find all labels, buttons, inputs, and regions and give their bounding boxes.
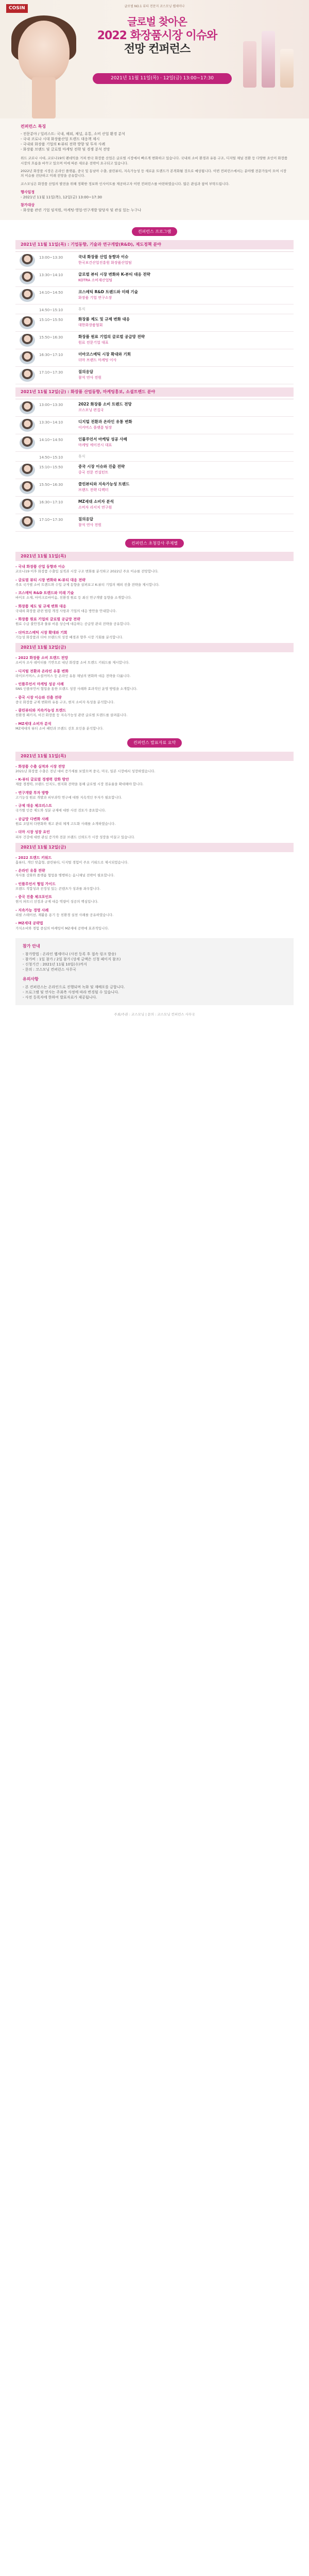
outline-day-label: 2021년 11월 12일(금)	[15, 843, 294, 852]
program-time: 13:30~14:10	[39, 273, 63, 278]
outline-topic: - 온라인 유통 전략	[15, 869, 45, 873]
detail-desc: 중국 화장품 규제 변화와 유통 구조, 현지 소비자 특성을 분석합니다.	[15, 700, 115, 704]
program-section-header	[0, 227, 309, 236]
outline-desc: 홈뷰티, 개인 맞춤형, 클린뷰티, 디지털 경험이 주요 키워드로 제시되었습니다.	[15, 860, 129, 865]
program-day-label: 2021년 11월 12일(금) : 화장품 산업동향, 마케팅홍보, 소셜트렌드 분야	[15, 387, 294, 397]
program-row	[15, 479, 294, 497]
speaker-photo	[20, 419, 35, 432]
notes-heading: 유의사항	[23, 977, 39, 982]
detail-topic: - 화장품 원료 기업의 글로벌 공급망 전략	[15, 617, 80, 622]
program-title: 질의응답	[78, 516, 93, 521]
program-title: 화장품 제도 및 규제 변화 대응	[78, 317, 130, 322]
outline-topic: - 공급망 다변화 사례	[15, 817, 49, 821]
program-row	[15, 252, 294, 269]
detail-topic: - 클린뷰티와 지속가능성 트렌드	[15, 708, 66, 713]
outline-topic: - 2022 트렌드 키워드	[15, 855, 52, 860]
outline-topic: - 연구개발 투자 방향	[15, 790, 49, 795]
program-speaker: 중국 전문 컨설턴트	[78, 470, 109, 474]
intro-point: - 국내외 화장품 기업의 K-뷰티 전략 방향 및 투자 사례	[21, 142, 106, 146]
cosmetics-illustration	[238, 21, 300, 98]
brand-logo: COSIN	[6, 4, 28, 13]
program-title: 글로벌 뷰티 시장 변화와 K-뷰티 대응 전략	[78, 272, 150, 277]
speaker-photo	[20, 351, 35, 364]
program-time: 13:00~13:30	[39, 402, 63, 407]
schedule-line: - 2021년 11월 11일(목), 12일(금) 13:00~17:30	[21, 195, 102, 200]
intro-section	[0, 118, 309, 220]
outline-desc: 고기능성 원료 개발과 피부과학 연구에 대한 지속적인 투자가 필요합니다.	[15, 795, 122, 800]
outline-topic: - 화장품 수출 실적과 시장 전망	[15, 764, 65, 769]
speaker-photo	[20, 499, 35, 512]
outline-day-1	[15, 764, 294, 840]
program-row	[15, 314, 294, 332]
program-time: 16:30~17:10	[39, 500, 63, 504]
schedule-label: 행사일정	[21, 190, 35, 195]
program-time: 16:30~17:10	[39, 353, 63, 358]
outline-topic: - K-뷰티 글로벌 경쟁력 강화 방안	[15, 777, 69, 782]
program-speaker: KOTRA 소비재산업팀	[78, 278, 113, 282]
outline-topic: - 중국 진출 체크포인트	[15, 895, 53, 900]
program-row	[15, 287, 294, 304]
program-section-title: 컨퍼런스 프로그램	[132, 227, 177, 236]
program-title: 2022 화장품 소비 트렌드 전망	[78, 401, 132, 406]
program-title: 인플루언서 마케팅 성공 사례	[78, 436, 127, 442]
outline-desc: 가치소비와 경험 중심의 마케팅이 MZ세대 공략에 효과적입니다.	[15, 926, 109, 930]
outline-desc: 2021년 화장품 수출은 전년 대비 증가세를 보였으며 중국, 미국, 일본 시장에서 성장하였습니다.	[15, 769, 156, 773]
program-break-row	[15, 304, 294, 314]
intro-paragraph: 위드 코로나 시대, 코로나19의 팬데믹을 거쳐 한국 화장품 산업은 글로벌 시장에서 빠르게 변화하고 있습니다. 국내외 소비 환경과 유통 구조, 디지털 채널 전환 등 다양한 요인이 화장품 시장의 흐름을 바꾸고 있으며 이에 따른 새로운 전략이 요구되고 있습니다.	[21, 156, 288, 165]
intro-point: - 화장품 브랜드 및 글로벌 마케팅 전략 및 경쟁 분석 전망	[21, 147, 110, 152]
outline-day-label: 2021년 11월 11일(목)	[15, 752, 294, 761]
detail-topic: - 디지털 전환과 온라인 유통 변화	[15, 669, 68, 673]
detail-topic: - 중국 시장 이슈와 진출 전략	[15, 695, 62, 700]
detail-desc: 라이브커머스, 소셜커머스 등 온라인 유통 채널의 변화와 대응 전략을 다룹니다.	[15, 673, 131, 678]
program-time: 15:50~16:30	[39, 482, 63, 487]
outline-topic: - 인플루언서 협업 가이드	[15, 882, 56, 886]
detail-topic: - 인플루언서 마케팅 성공 사례	[15, 682, 64, 687]
speaker-photo	[20, 334, 35, 347]
info-line: - 신청기간 : 2021년 11월 10일(수)까지	[23, 962, 87, 967]
details-day-label: 2021년 11월 11일(목)	[15, 552, 294, 561]
detail-desc: 기능성 화장품과 더마 브랜드의 성장 배경과 향후 시장 기회를 분석합니다.	[15, 635, 124, 640]
program-time: 15:10~15:50	[39, 465, 63, 469]
outline-desc: 현지 파트너 선정과 규제 대응 역량이 성공의 핵심입니다.	[15, 900, 98, 904]
detail-topic: - 더마코스메틱 시장 확대와 기회	[15, 630, 67, 635]
detail-topic: - 글로벌 뷰티 시장 변화와 K-뷰티 대응 전략	[15, 578, 85, 582]
program-time: 15:10~15:50	[39, 318, 63, 323]
hero-title-line2: 2022 화장품시장 이슈와	[97, 29, 217, 42]
program-speaker: 원료 전문기업 대표	[78, 341, 109, 345]
program-speaker: 코스모닝 편집국	[78, 408, 104, 412]
detail-desc: 주요 국가별 소비 트렌드와 수입 규제 동향을 살펴보고 K-뷰티 기업의 해외 진출 전략을 제시합니다.	[15, 582, 160, 587]
program-title: 질의응답	[78, 369, 93, 375]
intro-points	[21, 131, 288, 152]
program-time: 14:50~15:10	[39, 455, 63, 460]
program-row	[15, 462, 294, 479]
hero-banner	[0, 0, 309, 118]
info-heading: 참가 안내	[23, 943, 40, 948]
program-row	[15, 332, 294, 349]
details-section-header	[0, 539, 309, 548]
note-line: - 프로그램 및 연사는 주최측 사정에 따라 변경될 수 있습니다.	[23, 990, 119, 994]
program-break-label: 휴식	[78, 454, 85, 459]
program-day-2	[0, 387, 309, 532]
outline-topic: - 더마 시장 성장 요인	[15, 830, 50, 835]
detail-desc: 바이오 소재, 마이크로바이옴, 친환경 원료 등 최신 연구개발 동향을 소개합니다.	[15, 596, 132, 600]
speaker-photo	[20, 289, 35, 302]
detail-desc: SNS 인플루언서 협업을 통한 브랜드 성장 사례와 효과적인 운영 방법을 소개합니다.	[15, 687, 138, 691]
detail-desc: 친환경 패키지, 비건 화장품 등 지속가능성 관련 글로벌 트렌드를 살펴봅니다.	[15, 713, 128, 718]
program-speaker: 소비자 리서치 연구원	[78, 505, 112, 510]
details-day-label: 2021년 11월 12일(금)	[15, 643, 294, 652]
program-row	[15, 269, 294, 287]
program-speaker: 브랜드 전략 디렉터	[78, 487, 109, 492]
program-speaker: 한국보건산업진흥원 화장품산업팀	[78, 260, 132, 265]
outline-topic: - MZ세대 공략법	[15, 921, 43, 926]
model-illustration	[5, 21, 82, 118]
speaker-photo	[20, 316, 35, 329]
program-break-label: 휴식	[78, 307, 85, 312]
program-title: 중국 시장 이슈와 진출 전략	[78, 464, 125, 469]
hero-title-line3: 전망 컨퍼런스	[124, 43, 191, 56]
program-title: 클린뷰티와 지속가능성 트렌드	[78, 481, 130, 486]
program-speaker: 화장품 기업 연구소장	[78, 295, 112, 300]
outline-desc: 원료 조달처 다변화와 재고 관리 체계 고도화 사례를 소개하였습니다.	[15, 822, 116, 826]
program-speaker: 마케팅 에이전시 대표	[78, 443, 112, 447]
speaker-photo	[20, 254, 35, 267]
info-line: - 참가비 : 1일 참가 / 2일 참가 (상세 금액은 신청 페이지 참조)	[23, 957, 121, 961]
program-title: 국내 화장품 산업 동향과 이슈	[78, 255, 129, 260]
detail-desc: 코로나19 이후 화장품 수출입 실적과 시장 구조 변화를 분석하고 2022년 주요 이슈를 전망합니다.	[15, 569, 159, 574]
program-speaker: 이커머스 플랫폼 팀장	[78, 425, 112, 430]
outline-desc: 리필 스테이션, 재활용 용기 등 친환경 실천 사례를 공유하였습니다.	[15, 912, 114, 917]
program-break-row	[15, 452, 294, 462]
hero-date-badge: 2021년 11월 11일(목) · 12일(금) 13:00~17:30	[93, 73, 232, 84]
detail-desc: 원료 수급 불안정과 물류 비용 상승에 대응하는 공급망 관리 전략을 공유합니다.	[15, 622, 131, 626]
outline-day-2	[15, 855, 294, 931]
details-day-2	[15, 655, 294, 731]
program-speaker: 참석 연사 전원	[78, 522, 102, 527]
details-day-1	[15, 564, 294, 640]
program-row	[15, 399, 294, 417]
program-time: 14:50~15:10	[39, 308, 63, 313]
speaker-photo	[20, 369, 35, 382]
program-title: 더마코스메틱 시장 확대와 기회	[78, 352, 131, 357]
program-row	[15, 349, 294, 367]
detail-topic: - 화장품 제도 및 규제 변화 대응	[15, 604, 66, 608]
program-speaker: 더마 브랜드 마케팅 이사	[78, 358, 117, 363]
detail-topic: - MZ세대 소비자 분석	[15, 721, 52, 726]
intro-point: - 국내 코로나 시대 화장품산업 트렌드 대응책 제시	[21, 137, 100, 141]
info-line: - 문의 : 코스모닝 컨퍼런스 사무국	[23, 967, 76, 972]
program-time: 13:00~13:30	[39, 256, 63, 260]
program-time: 15:50~16:30	[39, 335, 63, 340]
program-row	[15, 497, 294, 514]
outline-topic: - 규제 대응 체크리스트	[15, 804, 53, 808]
detail-topic: - 2022 화장품 소비 트렌드 전망	[15, 656, 68, 660]
detail-desc: MZ세대의 뷰티 소비 패턴과 브랜드 선호 요인을 분석합니다.	[15, 726, 104, 731]
speaker-photo	[20, 516, 35, 529]
program-title: 코스메틱 R&D 트렌드와 미래 기술	[78, 290, 138, 295]
intro-paragraph: 코스모닝은 화장품 산업의 발전을 위해 정확한 정보와 인사이트를 제공하고자 이번 컨퍼런스를 마련하였습니다. 많은 관심과 참여 부탁드립니다.	[21, 181, 230, 186]
hero-title-line1: 글로벌 찾아온	[127, 15, 187, 28]
speaker-photo	[20, 464, 35, 477]
schedule-line: - 화장품 관련 기업 임직원, 마케팅·영업·연구개발 담당자 및 관심 있는 누구나	[21, 208, 142, 212]
program-row	[15, 434, 294, 452]
outline-desc: 자사몰 강화와 플랫폼 협업을 병행하는 옴니채널 전략이 필요합니다.	[15, 873, 115, 878]
program-time: 14:10~14:50	[39, 291, 63, 295]
program-title: 화장품 원료 기업의 글로벌 공급망 전략	[78, 334, 145, 340]
program-title: MZ세대 소비자 분석	[78, 499, 114, 504]
footer: 주최/주관 : 코스모닝 | 문의 : 코스모닝 컨퍼런스 사무국	[114, 1012, 195, 1017]
program-time: 17:10~17:30	[39, 370, 63, 375]
program-row	[15, 514, 294, 532]
page	[0, 0, 309, 1025]
schedule-line: 참가대상	[21, 202, 35, 207]
info-line: - 참가방법 : 온라인 웹세미나 (사전 등록 후 접속 링크 발송)	[23, 952, 116, 956]
outline-topic: - 지속가능 경영 사례	[15, 908, 49, 912]
hero-tagline: 글로벌 NO.1 뷰티 전문지 코스모닝 웹세미나	[124, 5, 185, 8]
program-row	[15, 417, 294, 434]
outline-section-header	[0, 738, 309, 748]
intro-paragraph: 2022년 화장품 시장은 온라인 플랫폼, 중국 및 동남아 수출, 클린뷰티, 지속가능성 등 새로운 트렌드가 본격화될 것으로 예상됩니다. 이번 컨퍼런스에서는 분야별 전문가들이 모여 시장의 이슈를 진단하고 미래 전망을 공유합니다.	[21, 169, 287, 178]
hero-title	[82, 14, 232, 57]
program-day-label: 2021년 11월 11일(목) : 기업동향, 기술과 연구개발(R&D), 제도정책 분야	[15, 240, 294, 249]
program-table	[15, 251, 294, 384]
program-row	[15, 367, 294, 384]
detail-topic: - 코스메틱 R&D 트렌드와 미래 기술	[15, 591, 74, 596]
registration-info	[15, 938, 294, 1005]
intro-heading: 컨퍼런스 특징	[21, 124, 46, 129]
program-speaker: 대한화장품협회	[78, 323, 103, 328]
program-table	[15, 399, 294, 532]
program-day-1	[0, 240, 309, 384]
outline-desc: 피부 건강에 대한 관심 증가와 전문 브랜드 신뢰도가 시장 성장을 이끌고 있습니다.	[15, 835, 135, 839]
program-time: 17:10~17:30	[39, 517, 63, 522]
speaker-photo	[20, 436, 35, 449]
speaker-photo	[20, 272, 35, 284]
program-speaker: 참석 연사 전원	[78, 376, 102, 380]
note-line: - 본 컨퍼런스는 온라인으로 진행되며 녹화 및 재배포를 금합니다.	[23, 985, 125, 989]
detail-desc: 국내외 화장품 관련 법령 개정 사항과 기업의 대응 방안을 안내합니다.	[15, 608, 117, 613]
program-time: 14:10~14:50	[39, 437, 63, 442]
program-title: 디지털 전환과 온라인 유통 변화	[78, 419, 132, 424]
speaker-photo	[20, 481, 35, 494]
outline-section-title: 컨퍼런스 발표자료 요약	[127, 738, 182, 748]
outline-desc: 국가별 인증 제도와 성분 규제에 대한 사전 검토가 중요합니다.	[15, 808, 106, 813]
intro-point: - 전문분야 / 일러스트: 국내, 해외, 채널, 유통, 소비 산업 환경 분석	[21, 131, 125, 136]
outline-desc: 브랜드 적합성과 진정성 있는 콘텐츠가 성과를 좌우합니다.	[15, 886, 101, 891]
details-section-title: 컨퍼런스 초청강사 주제별	[125, 539, 184, 548]
speaker-photo	[20, 401, 35, 414]
outline-desc: 제품 경쟁력, 브랜드 인지도, 현지화 전략을 통해 글로벌 시장 점유율을 확대해야 합니다.	[15, 782, 144, 787]
note-line: - 사전 등록자에 한하여 발표자료가 제공됩니다.	[23, 995, 97, 999]
detail-desc: 소비자 조사 데이터를 기반으로 내년 화장품 소비 트렌드 키워드를 제시합니다.	[15, 660, 130, 665]
detail-topic: - 국내 화장품 산업 동향과 이슈	[15, 565, 65, 569]
program-time: 13:30~14:10	[39, 420, 63, 425]
